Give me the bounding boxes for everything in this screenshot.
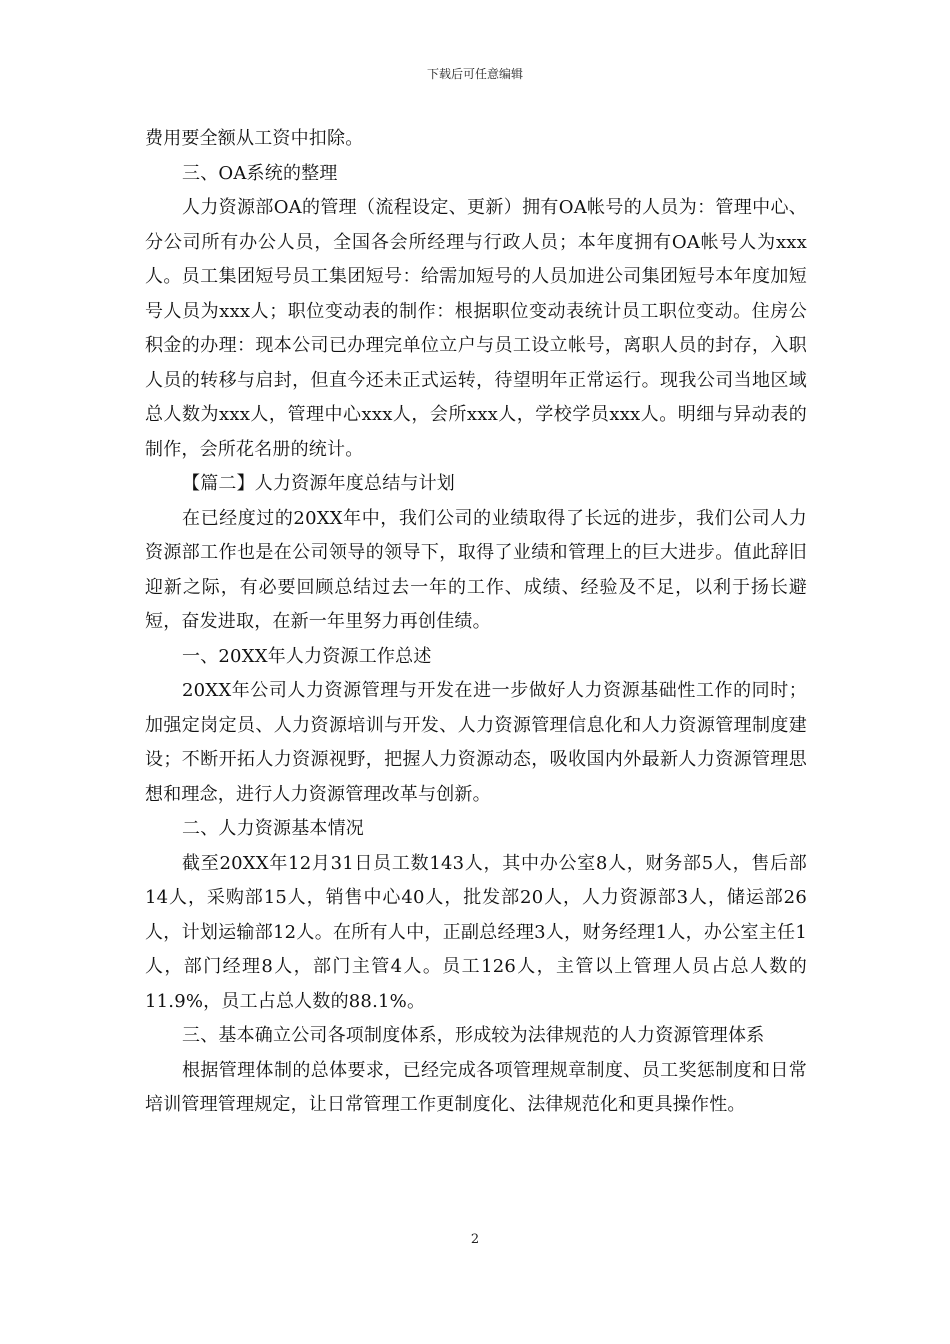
document-body	[145, 122, 807, 1123]
section-heading: 三、OA系统的整理	[182, 162, 338, 184]
section-heading: 三、基本确立公司各项制度体系，形成较为法律规范的人力资源管理体系	[182, 1025, 765, 1046]
section-heading: 二、人力资源基本情况	[182, 818, 364, 839]
paragraph: 根据管理体制的总体要求，已经完成各项管理规章制度、员工奖惩制度和日常培训管理管理规定，让日常管理工作更制度化、法律规范化和更具操作性。	[145, 1059, 807, 1115]
paragraph: 截至20XX年12月31日员工数143人，其中办公室8人，财务部5人，售后部14人，采购部15人，销售中心40人，批发部20人，人力资源部3人，储运部26人，计划运输部12人。在所有人中，正副总经理3人，财务经理1人，办公室主任1人，部门经理8人，部门主管4人。员工126人，主管以上管理人员占总人数的11.9%，员工占总人数的88.1%。	[145, 852, 807, 1012]
page-header: 下载后可任意编辑	[426, 67, 523, 81]
paragraph: 人力资源部OA的管理（流程设定、更新）拥有OA帐号的人员为：管理中心、分公司所有办公人员，全国各会所经理与行政人员；本年度拥有OA帐号人为xxx人。员工集团短号员工集团短号：给需加短号的人员加进公司集团短号本年度加短号人员为xxx人；职位变动表的制作：根据职位变动表统计员工职位变动。住房公积金的办理：现本公司已办理完单位立户与员工设立帐号，离职人员的封存，入职人员的转移与启封，但直今还未正式运转，待望明年正常运行。现我公司当地区域总人数为xxx人，管理中心xxx人，会所xxx人，学校学员xxx人。明细与异动表的制作，会所花名册的统计。	[145, 197, 807, 460]
paragraph: 费用要全额从工资中扣除。	[145, 128, 364, 149]
paragraph: 在已经度过的20XX年中，我们公司的业绩取得了长远的进步，我们公司人力资源部工作也是在公司领导的领导下，取得了业绩和管理上的巨大进步。值此辞旧迎新之际，有必要回顾总结过去一年的工作、成绩、经验及不足，以利于扬长避短，奋发进取，在新一年里努力再创佳绩。	[145, 507, 807, 632]
section-heading: 一、20XX年人力资源工作总述	[182, 645, 432, 667]
page-number: 2	[470, 1232, 480, 1247]
section-heading: 【篇二】人力资源年度总结与计划	[182, 473, 455, 494]
paragraph: 20XX年公司人力资源管理与开发在进一步做好人力资源基础性工作的同时；加强定岗定员、人力资源培训与开发、人力资源管理信息化和人力资源管理制度建设；不断开拓人力资源视野，把握人力资源动态，吸收国内外最新人力资源管理思想和理念，进行人力资源管理改革与创新。	[145, 680, 807, 805]
